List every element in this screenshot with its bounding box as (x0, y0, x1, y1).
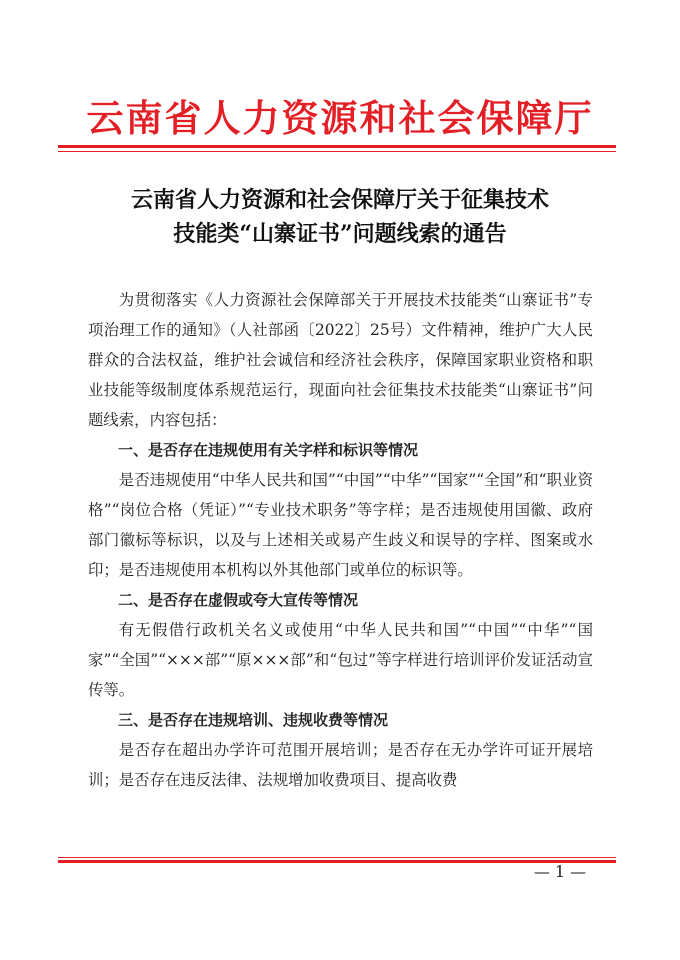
section-3-heading: 三、是否存在违规培训、违规收费等情况 (118, 711, 389, 729)
title-line-1: 云南省人力资源和社会保障厅关于征集技术 (130, 187, 549, 213)
section-3-paragraph: 是否存在超出办学许可范围开展培训；是否存在无办学许可证开展培训；是否存在违反法律、法规增加收费项目、提高收费 (88, 741, 593, 789)
section-2-heading: 二、是否存在虚假或夸大宣传等情况 (118, 591, 359, 609)
intro-paragraph: 为贯彻落实《人力资源社会保障部关于开展技术技能类“山寨证书”专项治理工作的通知》（人社部函〔2022〕25号）文件精神，维护广大人民群众的合法权益，维护社会诚信和经济社会秩序，保障国家职业资格和职业技能等级制度体系规范运行，现面向社会征集技术技能类“山寨证书”问题线索，内容包括： (88, 291, 593, 429)
document-body (88, 285, 593, 795)
document-title (60, 183, 620, 251)
page-number: — 1 — (533, 862, 587, 881)
section-1-paragraph: 是否违规使用“中华人民共和国”“中国”“中华”“国家”“全国”和“职业资格”“岗位合格（凭证）”“专业技术职务”等字样；是否违规使用国徽、政府部门徽标等标识，以及与上述相关或易产生歧义和误导的字样、图案或水印；是否违规使用本机构以外其他部门或单位的标识等。 (88, 471, 593, 579)
issuer-header: 云南省人力资源和社会保障厅 (86, 96, 594, 140)
section-2-paragraph: 有无假借行政机关名义或使用“中华人民共和国”“中国”“中华”“国家”“全国”“×××部”“原×××部”和“包过”等字样进行培训评价发证活动宣传等。 (88, 621, 593, 699)
footer-red-rule-thin (58, 857, 616, 858)
header-red-rule-thin (58, 151, 616, 152)
section-1-heading: 一、是否存在违规使用有关字样和标识等情况 (118, 441, 419, 459)
title-line-2: 技能类“山寨证书”问题线索的通告 (173, 221, 507, 247)
header-red-rule-thick (58, 145, 616, 148)
